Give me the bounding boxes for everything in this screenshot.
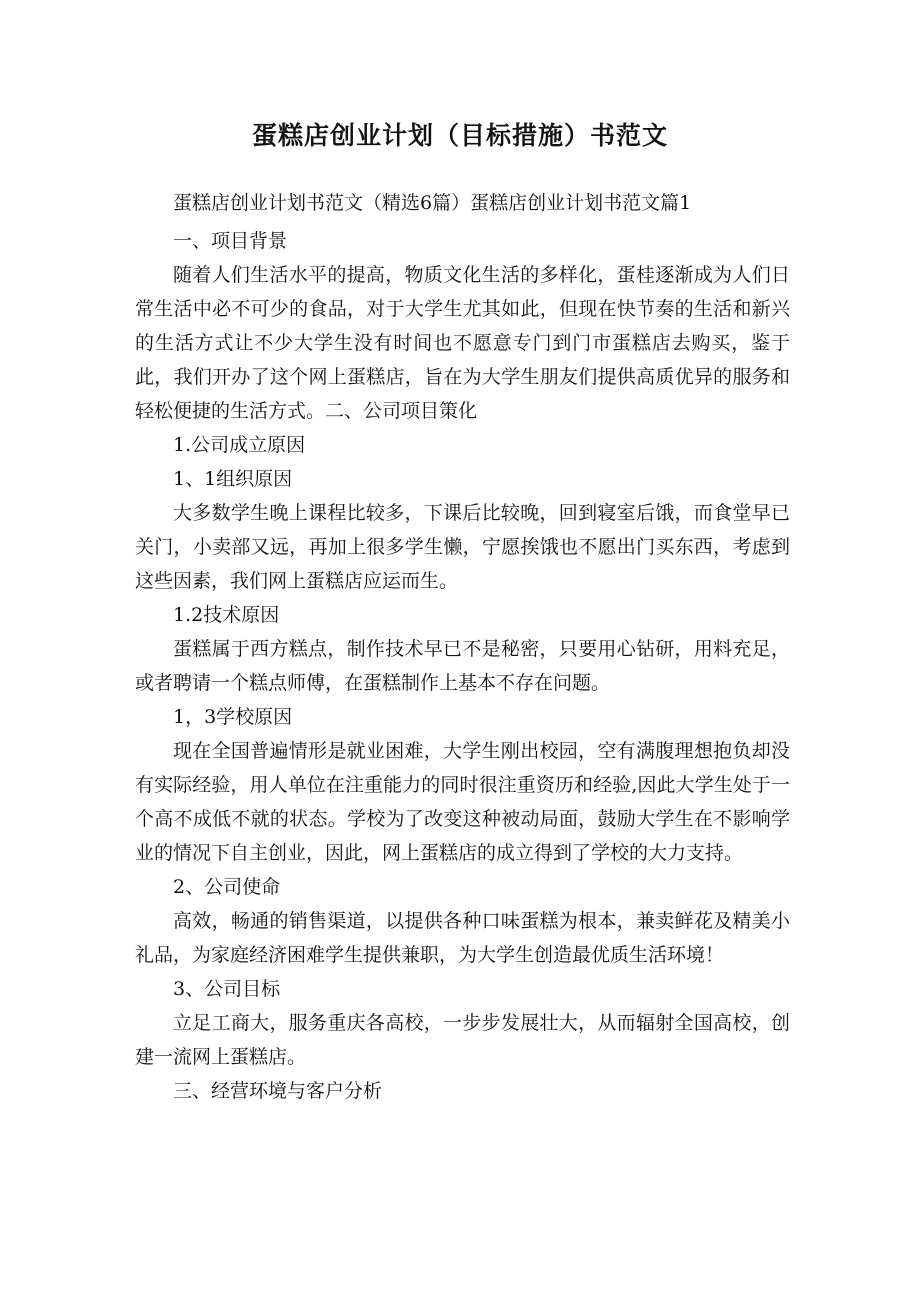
subheading-organization-reason: 1、1组织原因 — [173, 468, 293, 490]
subheading-company-mission: 2、公司使命 — [173, 876, 281, 898]
subheading-company-goal: 3、公司目标 — [173, 978, 281, 1000]
paragraph-technical-reason: 蛋糕属于西方糕点，制作技术早已不是秘密，只要用心钻研，用料充足，或者聘请一个糕点师傅，在蛋糕制作上基本不存在问题。 — [135, 638, 790, 694]
paragraph-background: 随着人们生活水平的提高，物质文化生活的多样化，蛋桂逐渐成为人们日常生活中必不可少的食品，对于大学生尤其如此，但现在快节奏的生活和新兴的生活方式让不少大学生没有时间也不愿意专门到门市蛋糕店去购买，鉴于此，我们开办了这个网上蛋糕店，旨在为大学生朋友们提供高质优异的服务和轻松便捷的生活方式。二、公司项目策化 — [135, 264, 790, 422]
intro-paragraph: 蛋糕店创业计划书范文（精选6篇）蛋糕店创业计划书范文篇1 — [173, 192, 692, 214]
subheading-founding-reasons: 1.公司成立原因 — [173, 434, 306, 456]
paragraph-organization-reason: 大多数学生晚上课程比较多，下课后比较晚，回到寝室后饿，而食堂早已关门，小卖部又远，再加上很多学生懒，宁愿挨饿也不愿出门买东西，考虑到这些因素，我们网上蛋糕店应运而生。 — [135, 502, 790, 592]
subheading-school-reason: 1，3学校原因 — [173, 706, 293, 728]
subheading-technical-reason: 1.2技术原因 — [173, 604, 280, 626]
paragraph-school-reason: 现在全国普遍情形是就业困难，大学生刚出校园，空有满腹理想抱负却没有实际经验，用人单位在注重能力的同时很注重资历和经验,因此大学生处于一个高不成低不就的状态。学校为了改变这种被动局面，鼓励大学生在不影响学业的情况下自主创业，因此，网上蛋糕店的成立得到了学校的大力支持。 — [135, 740, 790, 864]
paragraph-company-goal: 立足工商大，服务重庆各高校，一步步发展壮大，从而辐射全国高校，创建一流网上蛋糕店。 — [135, 1012, 790, 1068]
section-heading-environment-customers: 三、经营环境与客户分析 — [173, 1080, 383, 1102]
section-heading-project-background: 一、项目背景 — [173, 230, 288, 252]
document-body — [135, 186, 790, 1108]
document-title: 蛋糕店创业计划（目标措施）书范文 — [251, 121, 668, 150]
paragraph-company-mission: 高效，畅通的销售渠道，以提供各种口味蛋糕为根本，兼卖鲜花及精美小礼品，为家庭经济困难学生提供兼职，为大学生创造最优质生活环境！ — [135, 910, 790, 966]
